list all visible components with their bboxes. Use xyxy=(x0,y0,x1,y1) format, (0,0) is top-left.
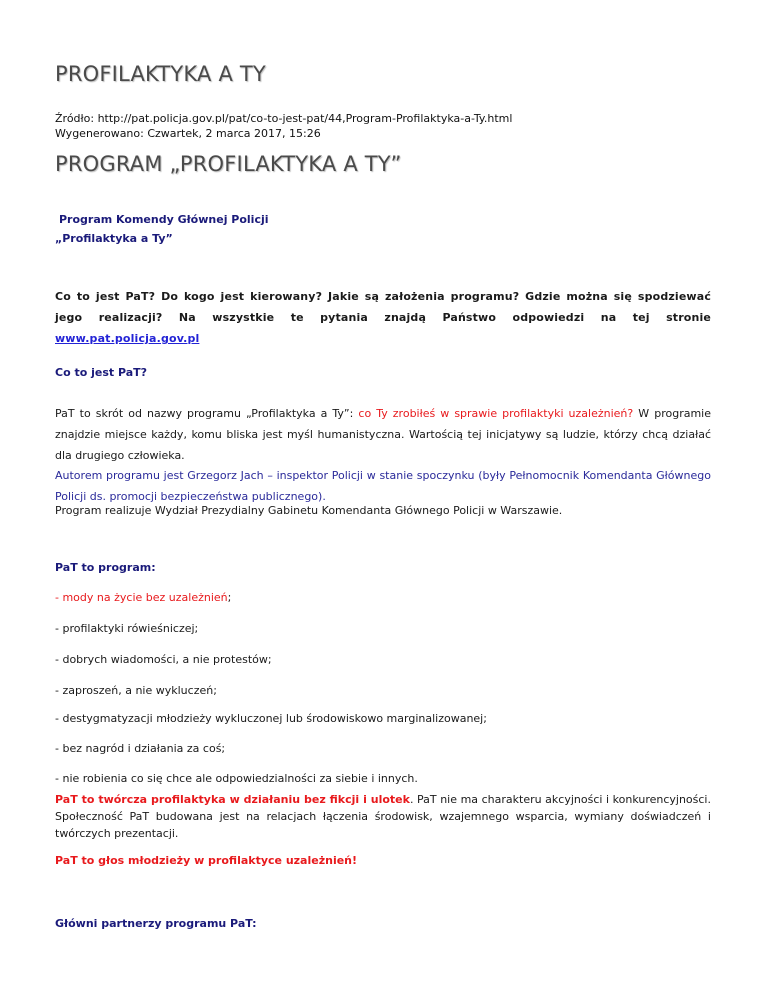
creative-highlight: PaT to twórcza profilaktyka w działaniu bez fikcji i ulotek xyxy=(55,793,410,806)
creative-prevention-paragraph xyxy=(55,789,711,842)
list-item-highlight: mody na życie bez uzależnień xyxy=(62,591,228,604)
section-partners-heading: Główni partnerzy programu PaT: xyxy=(55,917,257,930)
creative-text: . PaT nie ma charakteru akcyjności i konkurencyjności. Społeczność PaT budowana jest na relacjach łączenia środowisk, wzajemnego wsparcia, wymiany doświadczeń i twórczych prezentacji. xyxy=(55,793,711,840)
source-url-text: Źródło: http://pat.policja.gov.pl/pat/co-to-jest-pat/44,Program-Profilaktyka-a-Ty.html xyxy=(55,112,513,125)
subtitle-line-2: „Profilaktyka a Ty” xyxy=(55,232,173,245)
subtitle-line-1: Program Komendy Głównej Policji xyxy=(59,213,269,226)
what-is-pat-paragraph xyxy=(55,403,711,466)
article-title: PROGRAM „PROFILAKTYKA A TY” xyxy=(55,152,402,176)
section-what-is-pat-heading: Co to jest PaT? xyxy=(55,366,148,379)
program-list-item: - zaproszeń, a nie wykluczeń; xyxy=(55,684,217,697)
program-list-item-1 xyxy=(55,587,711,608)
program-subtitle xyxy=(55,210,711,248)
what-is-pat-highlight: co Ty zrobiłeś w sprawie profilaktyki uzależnień? xyxy=(358,407,634,420)
intro-paragraph xyxy=(55,286,711,349)
youth-voice-statement: PaT to głos młodzieży w profilaktyce uzależnień! xyxy=(55,854,358,867)
author-paragraph: Autorem programu jest Grzegorz Jach – inspektor Policji w stanie spoczynku (były Pełnomocnik Komendanta Głównego Policji ds. promocji bezpieczeństwa publicznego). xyxy=(55,469,711,503)
intro-text: Co to jest PaT? Do kogo jest kierowany? Jakie są założenia programu? Gdzie można się spodziewać jego realizacji? Na wszystkie te pytania znajdą Państwo odpowiedzi na tej stronie xyxy=(55,290,711,324)
program-list-item: - bez nagród i działania za coś; xyxy=(55,742,226,755)
program-list-item: - dobrych wiadomości, a nie protestów; xyxy=(55,653,272,666)
program-list-item: - profilaktyki rówieśniczej; xyxy=(55,622,199,635)
site-title: PROFILAKTYKA A TY xyxy=(55,62,266,86)
generated-date-text: Wygenerowano: Czwartek, 2 marca 2017, 15:26 xyxy=(55,127,321,140)
implementer-paragraph: Program realizuje Wydział Prezydialny Gabinetu Komendanta Głównego Policji w Warszawie. xyxy=(55,504,563,517)
pat-website-link[interactable]: www.pat.policja.gov.pl xyxy=(55,332,200,345)
program-list-item: - destygmatyzacji młodzieży wykluczonej lub środowiskowo marginalizowanej; xyxy=(55,712,487,725)
what-is-pat-text-cont: W programie znajdzie miejsce każdy, komu bliska jest myśl humanistyczna. Wartością tej inicjatywy są ludzie, którzy chcą działać dla drugiego człowieka. xyxy=(55,407,712,462)
what-is-pat-text: PaT to skrót od nazwy programu „Profilaktyka a Ty”: xyxy=(55,407,359,420)
list-item-end: ; xyxy=(227,591,232,604)
document-meta xyxy=(55,111,512,141)
list-dash: - xyxy=(55,591,63,604)
section-program-heading: PaT to program: xyxy=(55,561,156,574)
program-list-item: - nie robienia co się chce ale odpowiedzialności za siebie i innych. xyxy=(55,772,418,785)
